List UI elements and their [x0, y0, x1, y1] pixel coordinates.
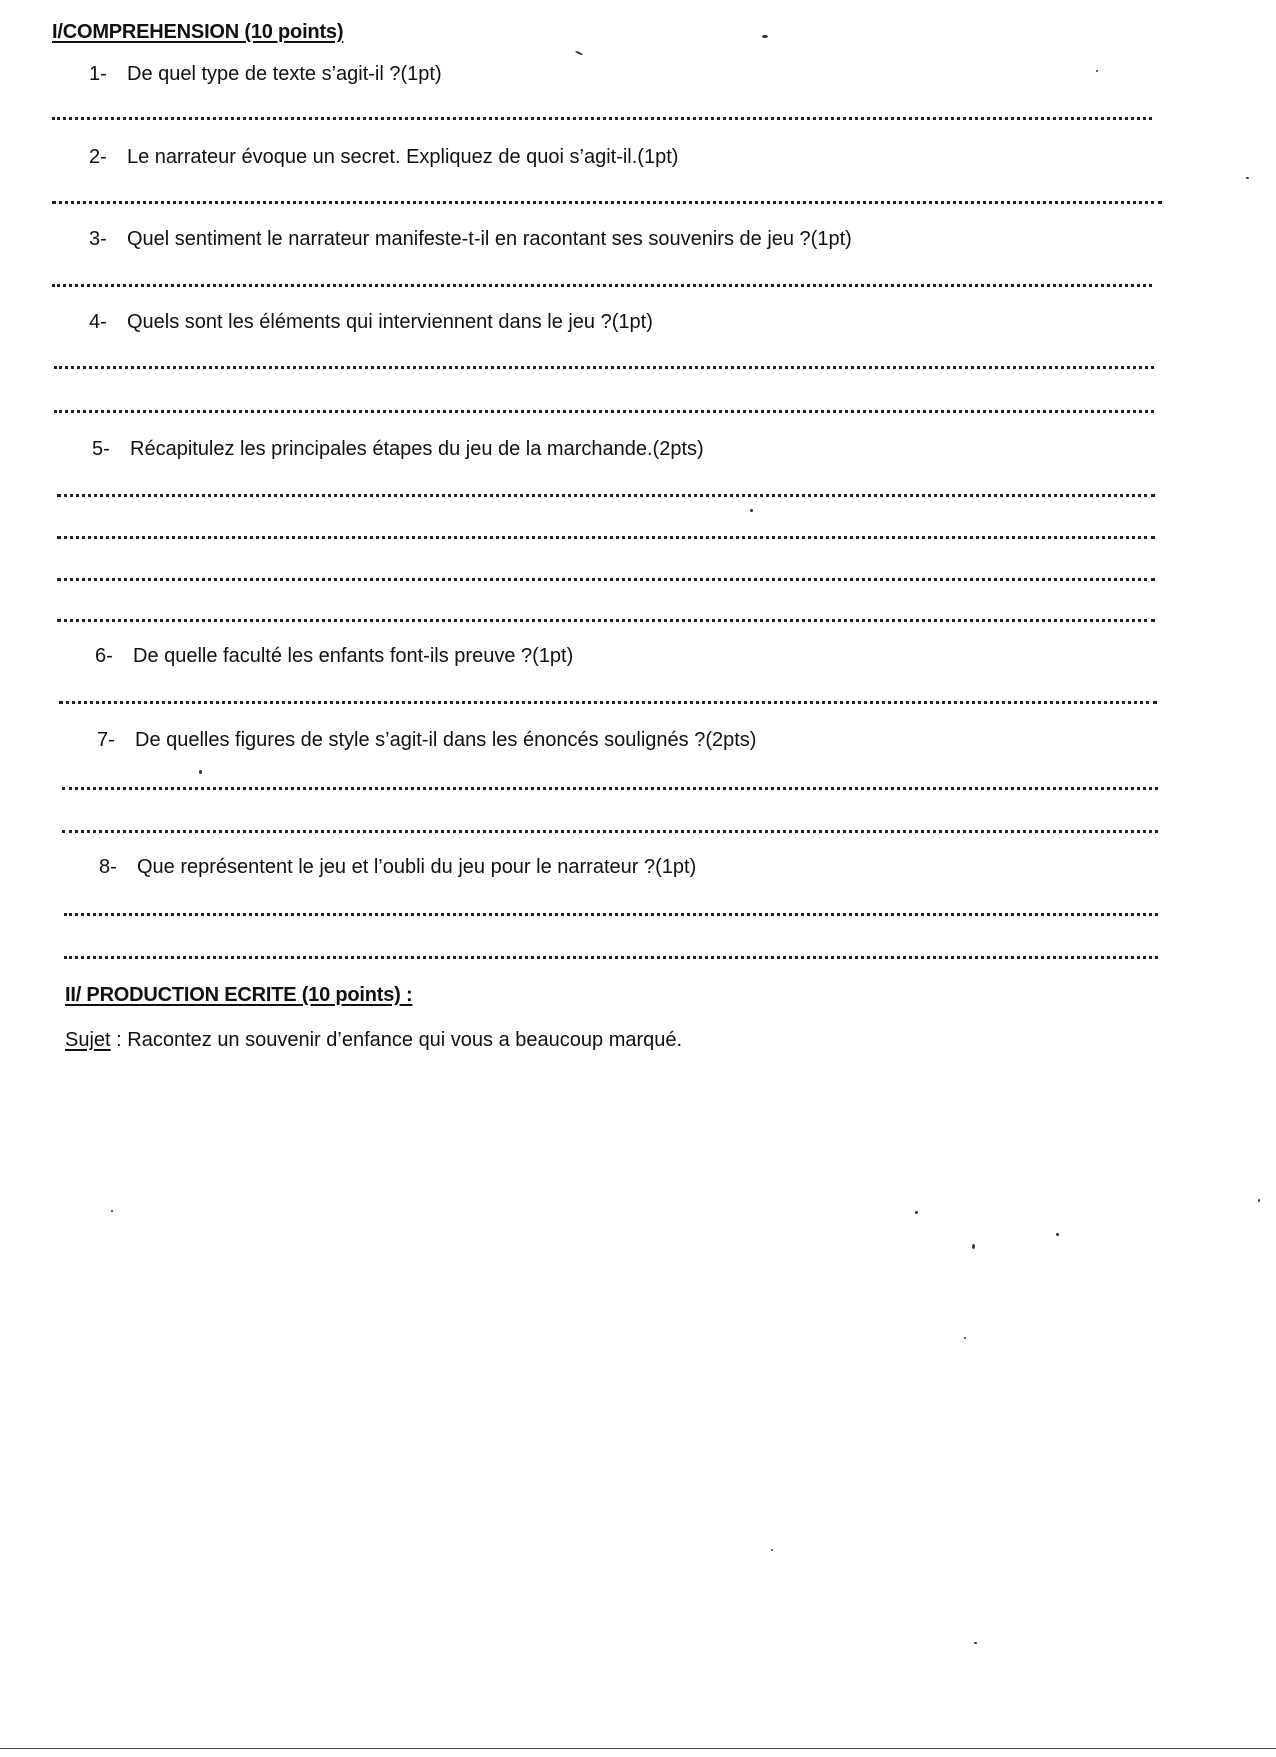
question-text: De quel type de texte s’agit-il ?(1pt) [127, 63, 442, 85]
question-number: 4- [89, 311, 107, 333]
answer-line[interactable] [64, 913, 1158, 916]
answer-line[interactable] [57, 494, 1155, 497]
answer-line[interactable] [54, 410, 1154, 413]
scan-speck [974, 1642, 977, 1644]
scan-speck [771, 1549, 773, 1551]
scan-speck [964, 1337, 966, 1339]
question-text: De quelles figures de style s’agit-il dans les énoncés soulignés ?(2pts) [135, 729, 757, 751]
question-number: 3- [89, 228, 107, 250]
writing-subject [65, 1029, 682, 1052]
question-number: 5- [92, 438, 110, 460]
scan-speck [1056, 1233, 1059, 1236]
answer-line[interactable] [54, 366, 1154, 369]
question-number: 7- [97, 729, 115, 751]
question-number: 2- [89, 146, 107, 168]
section-1-title: I/COMPREHENSION (10 points) [52, 21, 344, 43]
scan-speck [199, 770, 202, 774]
question-text: Quels sont les éléments qui interviennent dans le jeu ?(1pt) [127, 311, 653, 333]
question-text: Quel sentiment le narrateur manifeste-t-il en racontant ses souvenirs de jeu ?(1pt) [127, 228, 852, 250]
scan-speck [111, 1210, 113, 1212]
question-4 [89, 311, 653, 334]
question-8 [99, 856, 696, 879]
subject-text: : Racontez un souvenir d’enfance qui vous a beaucoup marqué. [110, 1029, 683, 1051]
scan-speck [575, 50, 583, 55]
question-7 [97, 729, 756, 752]
question-6 [95, 645, 573, 668]
question-1 [89, 63, 442, 86]
scan-speck [915, 1211, 918, 1214]
question-number: 8- [99, 856, 117, 878]
subject-label: Sujet [65, 1029, 111, 1051]
answer-line[interactable] [59, 701, 1157, 704]
question-number: 6- [95, 645, 113, 667]
answer-line[interactable] [52, 284, 1152, 287]
answer-line[interactable] [57, 619, 1155, 622]
answer-line[interactable] [57, 578, 1155, 581]
answer-line[interactable] [57, 536, 1155, 539]
answer-line[interactable] [62, 830, 1158, 833]
section-2-title: II/ PRODUCTION ECRITE (10 points) : [65, 984, 413, 1006]
question-2 [89, 146, 678, 169]
question-text: Le narrateur évoque un secret. Expliquez de quoi s’agit-il.(1pt) [127, 146, 679, 168]
question-5 [92, 438, 704, 461]
page-bottom-edge [0, 1748, 1276, 1749]
scan-speck [750, 509, 753, 512]
answer-line[interactable] [64, 956, 1158, 959]
answer-line[interactable] [52, 201, 1162, 204]
question-text: De quelle faculté les enfants font-ils preuve ?(1pt) [133, 645, 574, 667]
answer-line[interactable] [62, 787, 1158, 790]
question-text: Que représentent le jeu et l’oubli du jeu pour le narrateur ?(1pt) [137, 856, 697, 878]
question-number: 1- [89, 63, 107, 85]
scan-speck [1096, 70, 1098, 72]
answer-line[interactable] [52, 117, 1152, 120]
scan-speck [762, 35, 768, 38]
scan-speck [972, 1244, 975, 1249]
scan-speck [1246, 177, 1249, 179]
question-text: Récapitulez les principales étapes du jeu de la marchande.(2pts) [130, 438, 704, 460]
question-3 [89, 228, 852, 251]
scan-speck [1258, 1199, 1260, 1202]
